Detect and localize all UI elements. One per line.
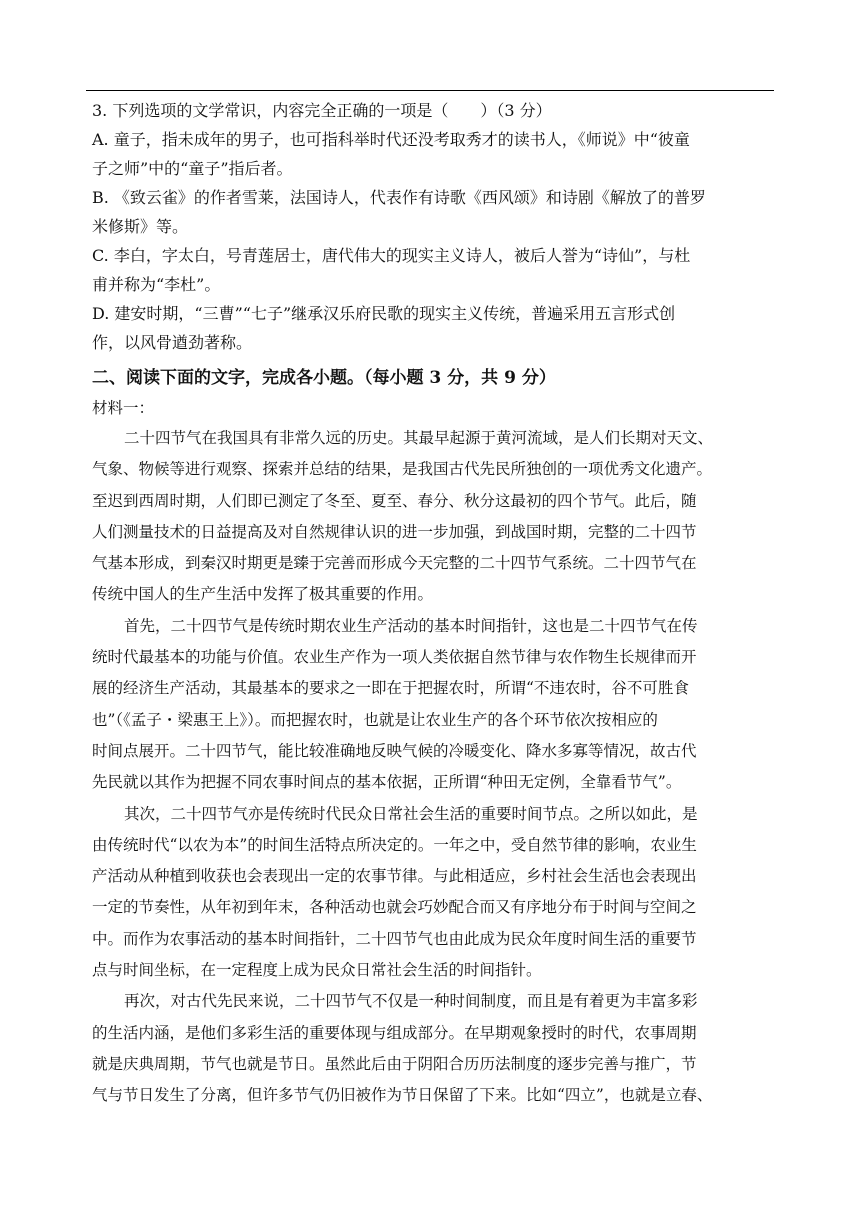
passage-line: 产活动从种植到收获也会表现出一定的农事节律。与此相适应，乡村社会生活也会表现出 [92, 867, 697, 886]
passage-paragraph [92, 611, 772, 799]
option-line: A. 童子，指未成年的男子，也可指科举时代还没考取秀才的读书人，《师说》中“彼童 [92, 130, 690, 149]
option-c [92, 241, 772, 299]
passage-paragraph [92, 986, 772, 1111]
option-line: D. 建安时期，“三曹”“七子”继承汉乐府民歌的现实主义传统，普遍采用五言形式创 [92, 304, 676, 323]
passage-line: 传统中国人的生产生活中发挥了极其重要的作用。 [92, 585, 434, 604]
exam-page [92, 96, 772, 1112]
passage-line: 人们测量技术的日益提高及对自然规律认识的进一步加强，到战国时期，完整的二十四节 [92, 522, 697, 541]
passage-line: 二十四节气在我国具有非常久远的历史。其最早起源于黄河流域，是人们长期对天文、 [124, 429, 714, 447]
material-label: 材料一： [92, 399, 155, 417]
option-line: C. 李白，字太白，号青莲居士，唐代伟大的现实主义诗人，被后人誉为“诗仙”，与杜 [92, 246, 691, 265]
option-line: 作，以风骨遒劲著称。 [92, 333, 253, 352]
passage-line: 首先，二十四节气是传统时期农业生产活动的基本时间指针，这也是二十四节气在传 [124, 616, 698, 635]
passage-line: 时间点展开。二十四节气，能比较准确地反映气候的冷暖变化、降水多寡等情况，故古代 [92, 741, 697, 760]
passage-line: 至迟到西周时期，人们即已测定了冬至、夏至、春分、秋分这最初的四个节气。此后，随 [92, 491, 697, 510]
passage-line: 先民就以其作为把握不同农事时间点的基本依据，正所谓“种田无定例，全靠看节气”。 [92, 773, 682, 792]
passage-line: 一定的节奏性，从年初到年末，各种活动也就会巧妙配合而又有序地分布于时间与空间之 [92, 898, 697, 917]
passage-line: 气与节日发生了分离，但许多节气仍旧被作为节日保留了下来。比如“四立”，也就是立春、 [92, 1086, 713, 1105]
passage-paragraph [92, 423, 772, 611]
passage-line: 其次，二十四节气亦是传统时代民众日常社会生活的重要时间节点。之所以如此，是 [124, 804, 698, 823]
passage-line: 统时代最基本的功能与价值。农业生产作为一项人类依据自然节律与农作物生长规律而开 [92, 648, 697, 667]
top-rule [86, 90, 774, 91]
passage-line: 也”（《孟子・梁惠王上》）。而把握农时，也就是让农业生产的各个环节依次按相应的 [92, 710, 658, 729]
passage-line: 由传统时代“以农为本”的时间生活特点所决定的。一年之中，受自然节律的影响，农业生 [92, 835, 697, 854]
option-d [92, 299, 772, 357]
passage-line: 中。而作为农事活动的基本时间指针，二十四节气也由此成为民众年度时间生活的重要节 [92, 929, 697, 948]
passage-line: 的生活内涵，是他们多彩生活的重要体现与组成部分。在早期观象授时的时代，农事周期 [92, 1023, 697, 1042]
option-b [92, 183, 772, 241]
passage-paragraph [92, 799, 772, 987]
section-title: 二、阅读下面的文字，完成各小题。（每小题 3 分，共 9 分） [92, 368, 556, 388]
option-line: 米修斯》等。 [92, 217, 189, 236]
passage-line: 展的经济生产活动，其最基本的要求之一即在于把握农时，所谓“不违农时，谷不可胜食 [92, 679, 689, 698]
question-stem: 3. 下列选项的文学常识，内容完全正确的一项是（ ）（3 分） [92, 101, 552, 120]
passage-line: 气象、物候等进行观察、探索并总结的结果，是我国古代先民所独创的一项优秀文化遗产。 [92, 460, 713, 479]
question-3 [92, 96, 772, 357]
passage-line: 再次，对古代先民来说，二十四节气不仅是一种时间制度，而且是有着更为丰富多彩 [124, 992, 698, 1011]
option-line: 子之师”中的“童子”指后者。 [92, 159, 293, 178]
passage-line: 就是庆典周期，节气也就是节日。虽然此后由于阴阳合历历法制度的逐步完善与推广，节 [92, 1054, 697, 1073]
option-line: B. 《致云雀》的作者雪莱，法国诗人，代表作有诗歌《西风颂》和诗剧《解放了的普罗 [92, 188, 706, 207]
option-line: 甫并称为“李杜”。 [92, 275, 221, 294]
passage [92, 423, 772, 1112]
passage-line: 气基本形成，到秦汉时期更是臻于完善而形成今天完整的二十四节气系统。二十四节气在 [92, 554, 697, 573]
option-a [92, 125, 772, 183]
passage-line: 点与时间坐标，在一定程度上成为民众日常社会生活的时间指针。 [92, 961, 542, 980]
